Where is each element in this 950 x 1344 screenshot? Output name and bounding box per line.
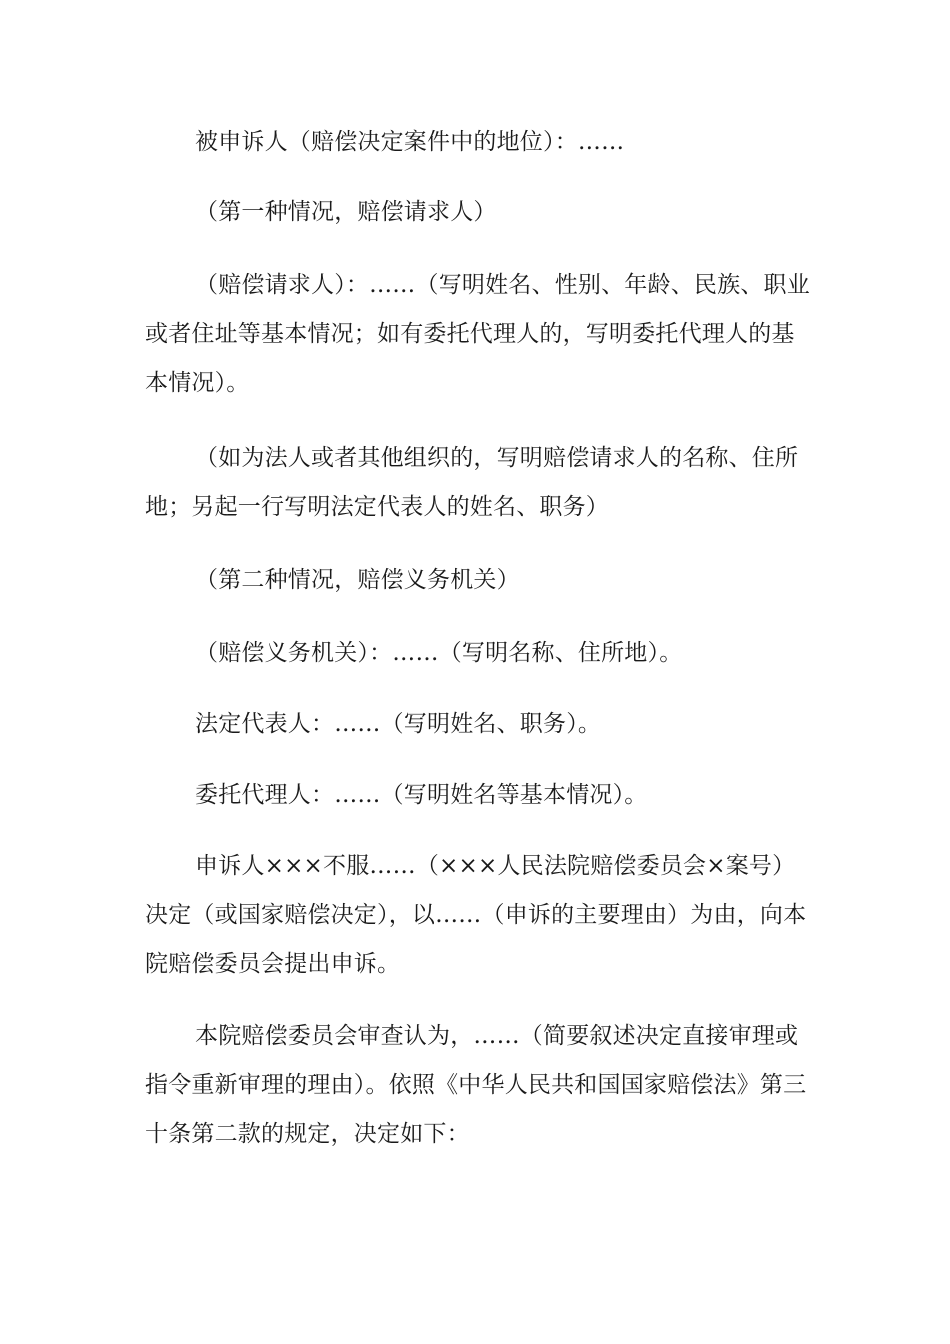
agent-paragraph: 委托代理人：……（写明姓名等基本情况）。 [195,782,648,808]
claimant-paragraph: （赔偿请求人）：……（写明姓名、性别、年龄、民族、职业或者住址等基本情况；如有委托代理人的，写明委托代理人的基本情况）。 [145,272,810,396]
obligor-paragraph: （赔偿义务机关）：……（写明名称、住所地）。 [195,640,683,666]
case-two-heading: （第二种情况，赔偿义务机关） [195,567,520,593]
appeal-paragraph: 申诉人×××不服……（×××人民法院赔偿委员会×案号）决定（或国家赔偿决定），以……（申诉的主要理由）为由，向本院赔偿委员会提出申诉。 [145,853,807,977]
legal-representative-paragraph: 法定代表人：……（写明姓名、职务）。 [195,711,602,737]
respondent-paragraph: 被申诉人（赔偿决定案件中的地位）：…… [195,129,625,155]
legal-person-paragraph: （如为法人或者其他组织的，写明赔偿请求人的名称、住所地；另起一行写明法定代表人的姓名、职务） [145,445,799,520]
case-one-heading: （第一种情况，赔偿请求人） [195,199,497,225]
decision-paragraph: 本院赔偿委员会审查认为，……（简要叙述决定直接审理或指令重新审理的理由）。依照《中华人民共和国国家赔偿法》第三十条第二款的规定，决定如下： [145,1023,807,1147]
